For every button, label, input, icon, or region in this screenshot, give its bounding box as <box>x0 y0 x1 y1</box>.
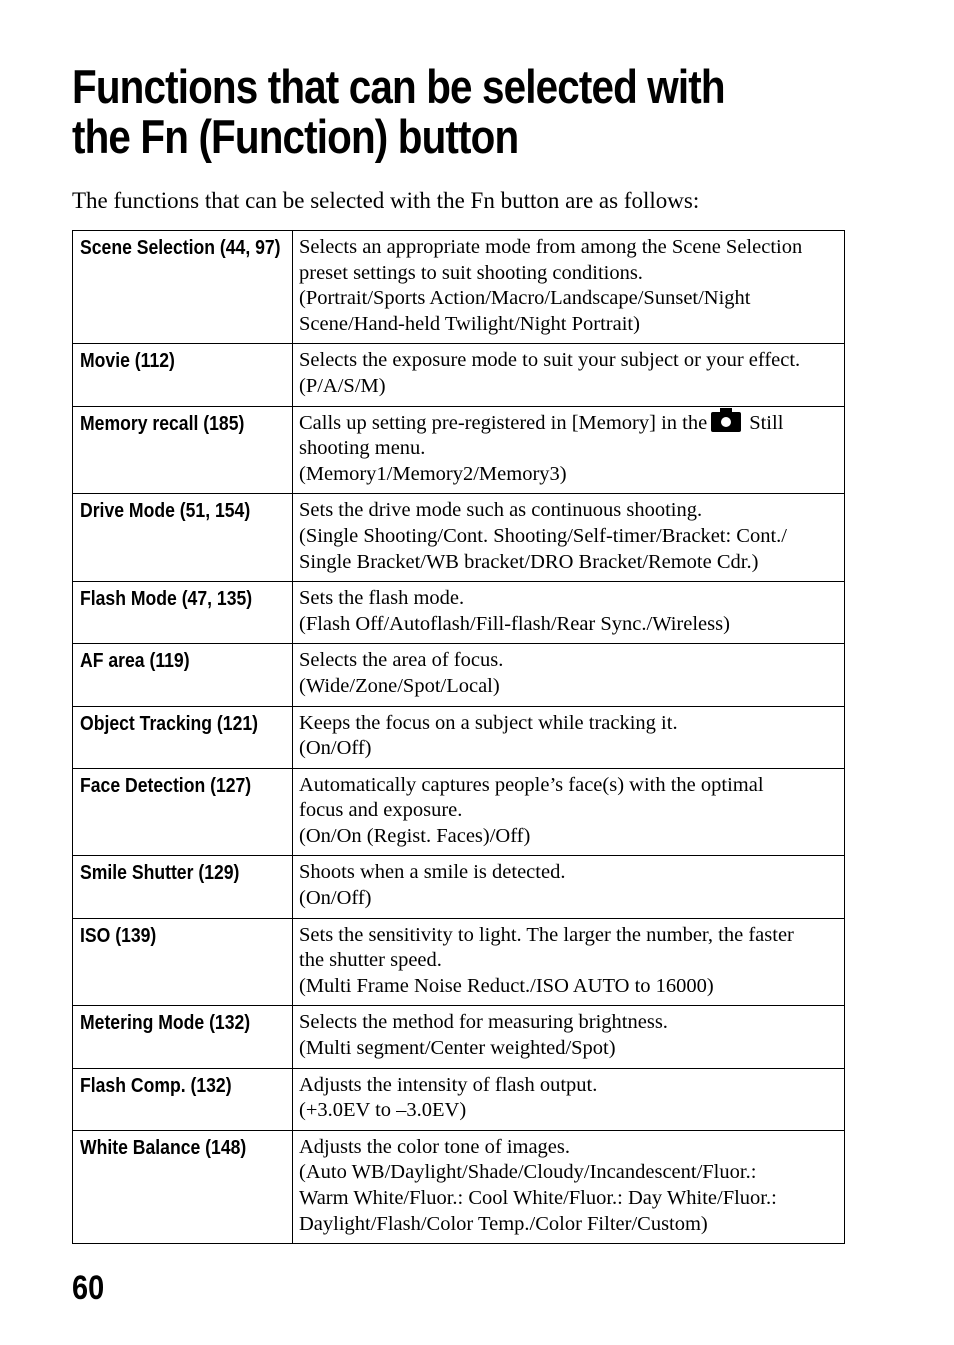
function-description: Selects the exposure mode to suit your subject or your effect. (P/A/S/M) <box>293 344 845 406</box>
function-name: AF area (119) <box>73 644 293 706</box>
function-description: Selects the area of focus. (Wide/Zone/Spot/Local) <box>293 644 845 706</box>
function-description: Sets the drive mode such as continuous shooting. (Single Shooting/Cont. Shooting/Self-timer/Bracket: Cont./ Single Bracket/WB bracket/DRO Bracket/Remote Cdr.) <box>293 494 845 582</box>
functions-table <box>72 230 845 1244</box>
function-name: Memory recall (185) <box>73 406 293 494</box>
table-row <box>73 406 845 494</box>
table-row <box>73 582 845 644</box>
table-row <box>73 1130 845 1243</box>
function-description: Adjusts the color tone of images. (Auto WB/Daylight/Shade/Cloudy/Incandescent/Fluor.: Warm White/Fluor.: Cool White/Fluor.: Day White/Fluor.: Daylight/Flash/Color Temp./Color Filter/Custom) <box>293 1130 845 1243</box>
function-description: Keeps the focus on a subject while tracking it. (On/Off) <box>293 706 845 768</box>
function-description: Adjusts the intensity of flash output. (+3.0EV to –3.0EV) <box>293 1068 845 1130</box>
function-description: Sets the sensitivity to light. The larger the number, the faster the shutter speed. (Multi Frame Noise Reduct./ISO AUTO to 16000) <box>293 918 845 1006</box>
table-row <box>73 768 845 856</box>
table-row <box>73 1068 845 1130</box>
function-name: Object Tracking (121) <box>73 706 293 768</box>
table-row <box>73 1006 845 1068</box>
page-number: 60 <box>72 1269 105 1307</box>
function-name: Flash Mode (47, 135) <box>73 582 293 644</box>
function-description: Automatically captures people’s face(s) with the optimal focus and exposure. (On/On (Regist. Faces)/Off) <box>293 768 845 856</box>
table-row <box>73 344 845 406</box>
function-description: Selects the method for measuring brightness. (Multi segment/Center weighted/Spot) <box>293 1006 845 1068</box>
function-name: Face Detection (127) <box>73 768 293 856</box>
function-name: Metering Mode (132) <box>73 1006 293 1068</box>
page-title-line-1: Functions that can be selected with <box>72 60 725 113</box>
function-name: Smile Shutter (129) <box>73 856 293 918</box>
page-title <box>72 62 812 162</box>
function-name: Movie (112) <box>73 344 293 406</box>
function-name: Flash Comp. (132) <box>73 1068 293 1130</box>
function-description: Shoots when a smile is detected. (On/Off) <box>293 856 845 918</box>
camera-icon <box>711 412 741 432</box>
table-row <box>73 918 845 1006</box>
table-row <box>73 856 845 918</box>
table-row <box>73 644 845 706</box>
page-title-line-2: the Fn (Function) button <box>72 110 519 163</box>
function-description: Calls up setting pre-registered in [Memory] in the Still shooting menu. (Memory1/Memory2/Memory3) <box>293 406 845 494</box>
table-row <box>73 231 845 344</box>
function-description: Sets the flash mode. (Flash Off/Autoflash/Fill-flash/Rear Sync./Wireless) <box>293 582 845 644</box>
intro-text: The functions that can be selected with the Fn button are as follows: <box>72 188 700 213</box>
function-name: Drive Mode (51, 154) <box>73 494 293 582</box>
function-name: Scene Selection (44, 97) <box>73 231 293 344</box>
function-description: Selects an appropriate mode from among the Scene Selection preset settings to suit shooting conditions. (Portrait/Sports Action/Macro/Landscape/Sunset/Night Scene/Hand-held Twilight/Night Portrait) <box>293 231 845 344</box>
function-name: White Balance (148) <box>73 1130 293 1243</box>
table-row <box>73 706 845 768</box>
function-name: ISO (139) <box>73 918 293 1006</box>
table-row <box>73 494 845 582</box>
